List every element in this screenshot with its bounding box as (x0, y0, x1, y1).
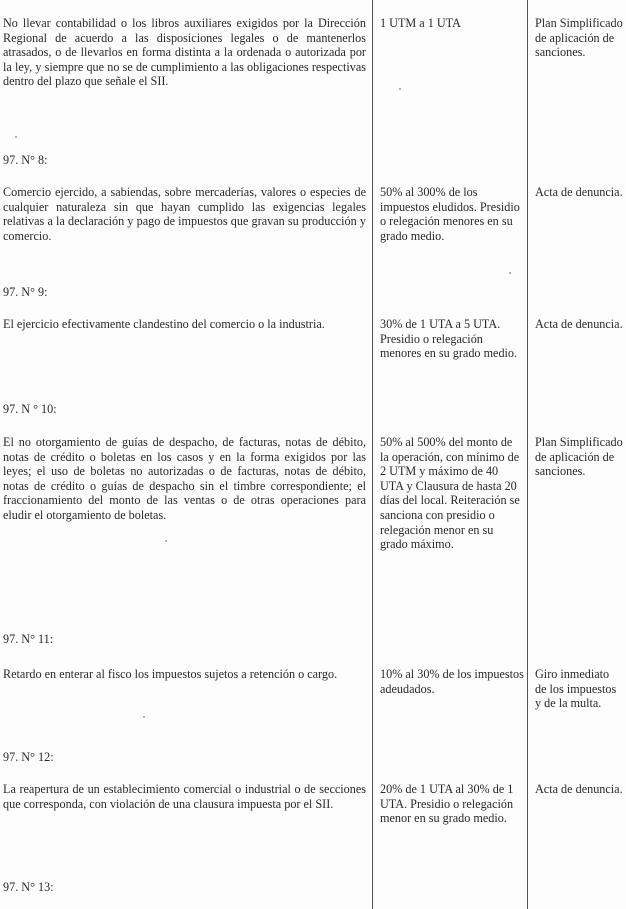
article-heading: 97. N° 11: (3, 632, 54, 646)
infraction-description: Comercio ejercido, a sabiendas, sobre mercaderías, valores o especies de cualquier naturaleza sin que hayan cumplido las exigencias legales relativas a la declaración y pago de impuestos que gravan su producción y comercio. (3, 185, 366, 243)
infraction-description: El no otorgamiento de guías de despacho, de facturas, notas de débito, notas de crédito o boletas en los casos y en la forma exigidos por las leyes; el uso de boletas no autorizadas o de facturas, notas de débito, notas de crédito o guías de despacho sin el timbre correspondiente; el fraccionamiento del monto de las ventas o de otras operaciones para eludir el otorgamiento de boletas. (3, 435, 366, 522)
sanction-text: 1 UTM a 1 UTA (380, 16, 461, 30)
procedure-text: Acta de denuncia. (535, 185, 623, 199)
column-divider (372, 0, 373, 909)
infraction-description: Retardo en enterar al fisco los impuestos sujetos a retención o cargo. (3, 667, 338, 681)
article-heading: 97. N° 13: (3, 880, 54, 894)
procedure-text: Giro inmediato de los impuestos y de la multa. (535, 667, 617, 711)
article-heading: 97. N° 12: (3, 750, 54, 764)
procedure-text: Acta de denuncia. (535, 317, 623, 331)
procedure-text: Acta de denuncia. (535, 782, 623, 796)
infraction-description: La reapertura de un establecimiento comercial o industrial o de secciones que corresponda, con violación de una clausura impuesta por el SII. (3, 782, 366, 811)
article-heading: 97. N ° 10: (3, 402, 57, 416)
sanction-text: 10% al 30% de los impuestos adeudados. (380, 667, 524, 696)
column-divider (527, 0, 528, 909)
sanction-text: 20% de 1 UTA al 30% de 1 UTA. Presidio o relegación menor en su grado medio. (380, 782, 514, 826)
scan-speck (143, 716, 145, 718)
sanction-text: 30% de 1 UTA a 5 UTA. Presidio o relegación menores en su grado medio. (380, 317, 518, 361)
scan-speck (399, 88, 401, 90)
infraction-description: No llevar contabilidad o los libros auxiliares exigidos por la Dirección Regional de acuerdo a las disposiciones legales o de mantenerlos atrasados, o de llevarlos en forma distinta a la ordenada o autorizada por la ley, y siempre que no se de cumplimiento a las obligaciones respectivas dentro del plazo que señale el SII. (3, 16, 366, 89)
procedure-text: Plan Simplificado de aplicación de sanciones. (535, 16, 623, 60)
procedure-text: Plan Simplificado de aplicación de sanciones. (535, 435, 623, 479)
scan-speck (165, 540, 167, 542)
article-heading: 97. N° 9: (3, 285, 48, 299)
scan-speck (15, 136, 17, 138)
infraction-description: El ejercicio efectivamente clandestino del comercio o la industria. (3, 317, 325, 331)
scan-speck (509, 272, 511, 274)
sanction-text: 50% al 500% del monto de la operación, con mínimo de 2 UTM y máximo de 40 UTA y Clausura de hasta 20 días del local. Reiteración se sanciona con presidio o relegación menor en su grado máximo. (380, 435, 520, 552)
article-heading: 97. N° 8: (3, 153, 48, 167)
sanction-text: 50% al 300% de los impuestos eludidos. Presidio o relegación menores en su grado medio. (380, 185, 520, 243)
